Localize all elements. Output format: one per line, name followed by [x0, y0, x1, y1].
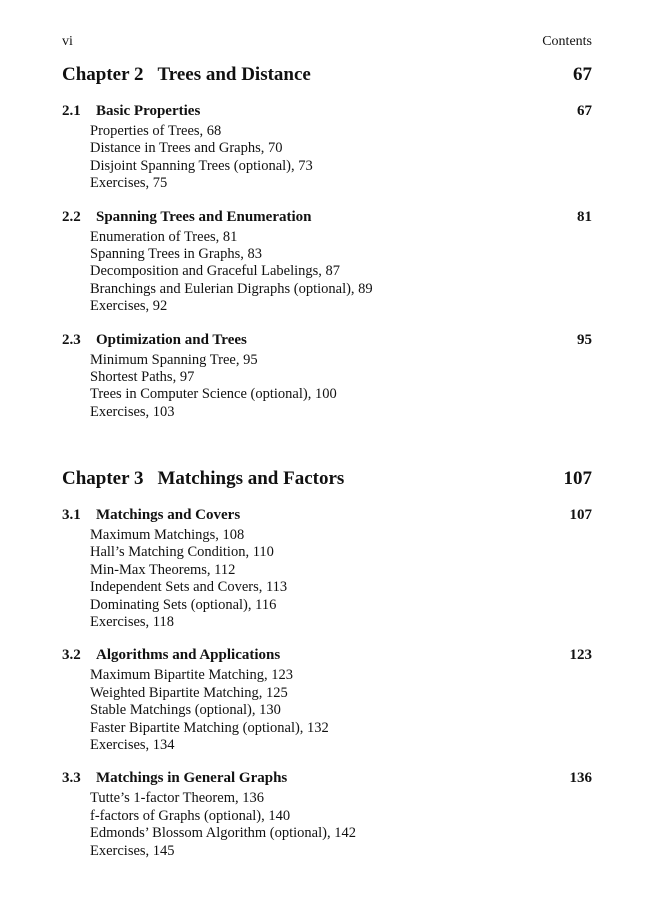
chapter-title: Matchings and Factors — [157, 468, 345, 489]
toc-entry: Exercises, 92 — [90, 298, 168, 315]
toc-entry: Enumeration of Trees, 81 — [90, 228, 238, 245]
chapter-label: Chapter 2 — [62, 64, 144, 85]
toc-entry: Exercises, 118 — [90, 614, 175, 631]
toc-entry: Branchings and Eulerian Digraphs (optional), 89 — [90, 280, 373, 297]
section-heading — [62, 646, 592, 664]
section-page: 81 — [577, 208, 592, 225]
section-3-3 — [62, 769, 592, 860]
toc-entry: Disjoint Spanning Trees (optional), 73 — [90, 157, 313, 174]
chapter-page: 67 — [573, 64, 592, 85]
toc-entry: Decomposition and Graceful Labelings, 87 — [90, 263, 341, 280]
section-title: Matchings and Covers — [96, 507, 241, 523]
toc-entry: Faster Bipartite Matching (optional), 132 — [90, 719, 329, 736]
section-number: 2.1 — [62, 103, 81, 119]
chapter-2 — [62, 64, 592, 421]
page-folio: vi — [62, 34, 73, 49]
section-3-1 — [62, 506, 592, 631]
toc-entry: Tutte’s 1-factor Theorem, 136 — [90, 790, 264, 807]
toc-entry: Spanning Trees in Graphs, 83 — [90, 246, 262, 263]
toc-entry: Exercises, 134 — [90, 737, 175, 754]
section-number: 2.3 — [62, 331, 81, 348]
toc-entry: Distance in Trees and Graphs, 70 — [90, 140, 283, 157]
section-number: 3.2 — [62, 647, 81, 664]
section-page: 107 — [569, 507, 592, 523]
section-heading — [62, 506, 592, 524]
section-2-3 — [62, 331, 592, 422]
running-title: Contents — [542, 34, 592, 49]
entry-list — [90, 352, 592, 422]
chapter-label: Chapter 3 — [62, 468, 144, 489]
toc-entry: Shortest Paths, 97 — [90, 369, 195, 386]
section-2-2 — [62, 208, 592, 316]
section-title: Basic Properties — [96, 103, 201, 119]
chapter-heading — [62, 468, 592, 490]
toc-entry: Hall’s Matching Condition, 110 — [90, 544, 274, 561]
section-number: 3.1 — [62, 507, 81, 523]
section-page: 136 — [569, 770, 592, 787]
section-heading — [62, 331, 592, 349]
toc-entry: Edmonds’ Blossom Algorithm (optional), 142 — [90, 825, 356, 842]
chapter-title: Trees and Distance — [157, 64, 311, 85]
toc-entry: Stable Matchings (optional), 130 — [90, 702, 281, 719]
toc-entry: Independent Sets and Covers, 113 — [90, 579, 288, 596]
toc-entry: Minimum Spanning Tree, 95 — [90, 351, 258, 368]
section-2-1 — [62, 102, 592, 193]
section-heading — [62, 208, 592, 226]
toc-entry: Properties of Trees, 68 — [90, 123, 222, 139]
toc-entry: Min-Max Theorems, 112 — [90, 561, 236, 578]
section-title: Spanning Trees and Enumeration — [96, 208, 312, 225]
toc-entry: Maximum Bipartite Matching, 123 — [90, 667, 293, 684]
section-page: 123 — [569, 647, 592, 664]
section-heading — [62, 769, 592, 787]
entry-list — [90, 790, 592, 860]
toc-entry: Weighted Bipartite Matching, 125 — [90, 684, 288, 701]
entry-list — [90, 667, 592, 754]
section-heading — [62, 102, 592, 120]
section-page: 67 — [577, 103, 592, 119]
toc-entry: Maximum Matchings, 108 — [90, 527, 245, 543]
toc-entry: Trees in Computer Science (optional), 100 — [90, 386, 337, 403]
entry-list — [90, 527, 592, 631]
section-title: Optimization and Trees — [96, 331, 247, 348]
chapter-3 — [62, 468, 592, 860]
entry-list — [90, 229, 592, 316]
toc-entry: Exercises, 75 — [90, 175, 168, 192]
toc-entry: Exercises, 103 — [90, 403, 175, 420]
section-page: 95 — [577, 331, 592, 348]
entry-list — [90, 123, 592, 193]
section-title: Algorithms and Applications — [96, 647, 281, 664]
section-number: 2.2 — [62, 208, 81, 225]
section-3-2 — [62, 646, 592, 754]
section-number: 3.3 — [62, 770, 81, 787]
toc-entry: f-factors of Graphs (optional), 140 — [90, 807, 291, 824]
running-head — [62, 34, 592, 50]
toc-entry: Dominating Sets (optional), 116 — [90, 596, 277, 613]
section-title: Matchings in General Graphs — [96, 770, 288, 787]
chapter-page: 107 — [563, 468, 592, 489]
toc-entry: Exercises, 145 — [90, 842, 175, 859]
chapter-heading — [62, 64, 592, 86]
